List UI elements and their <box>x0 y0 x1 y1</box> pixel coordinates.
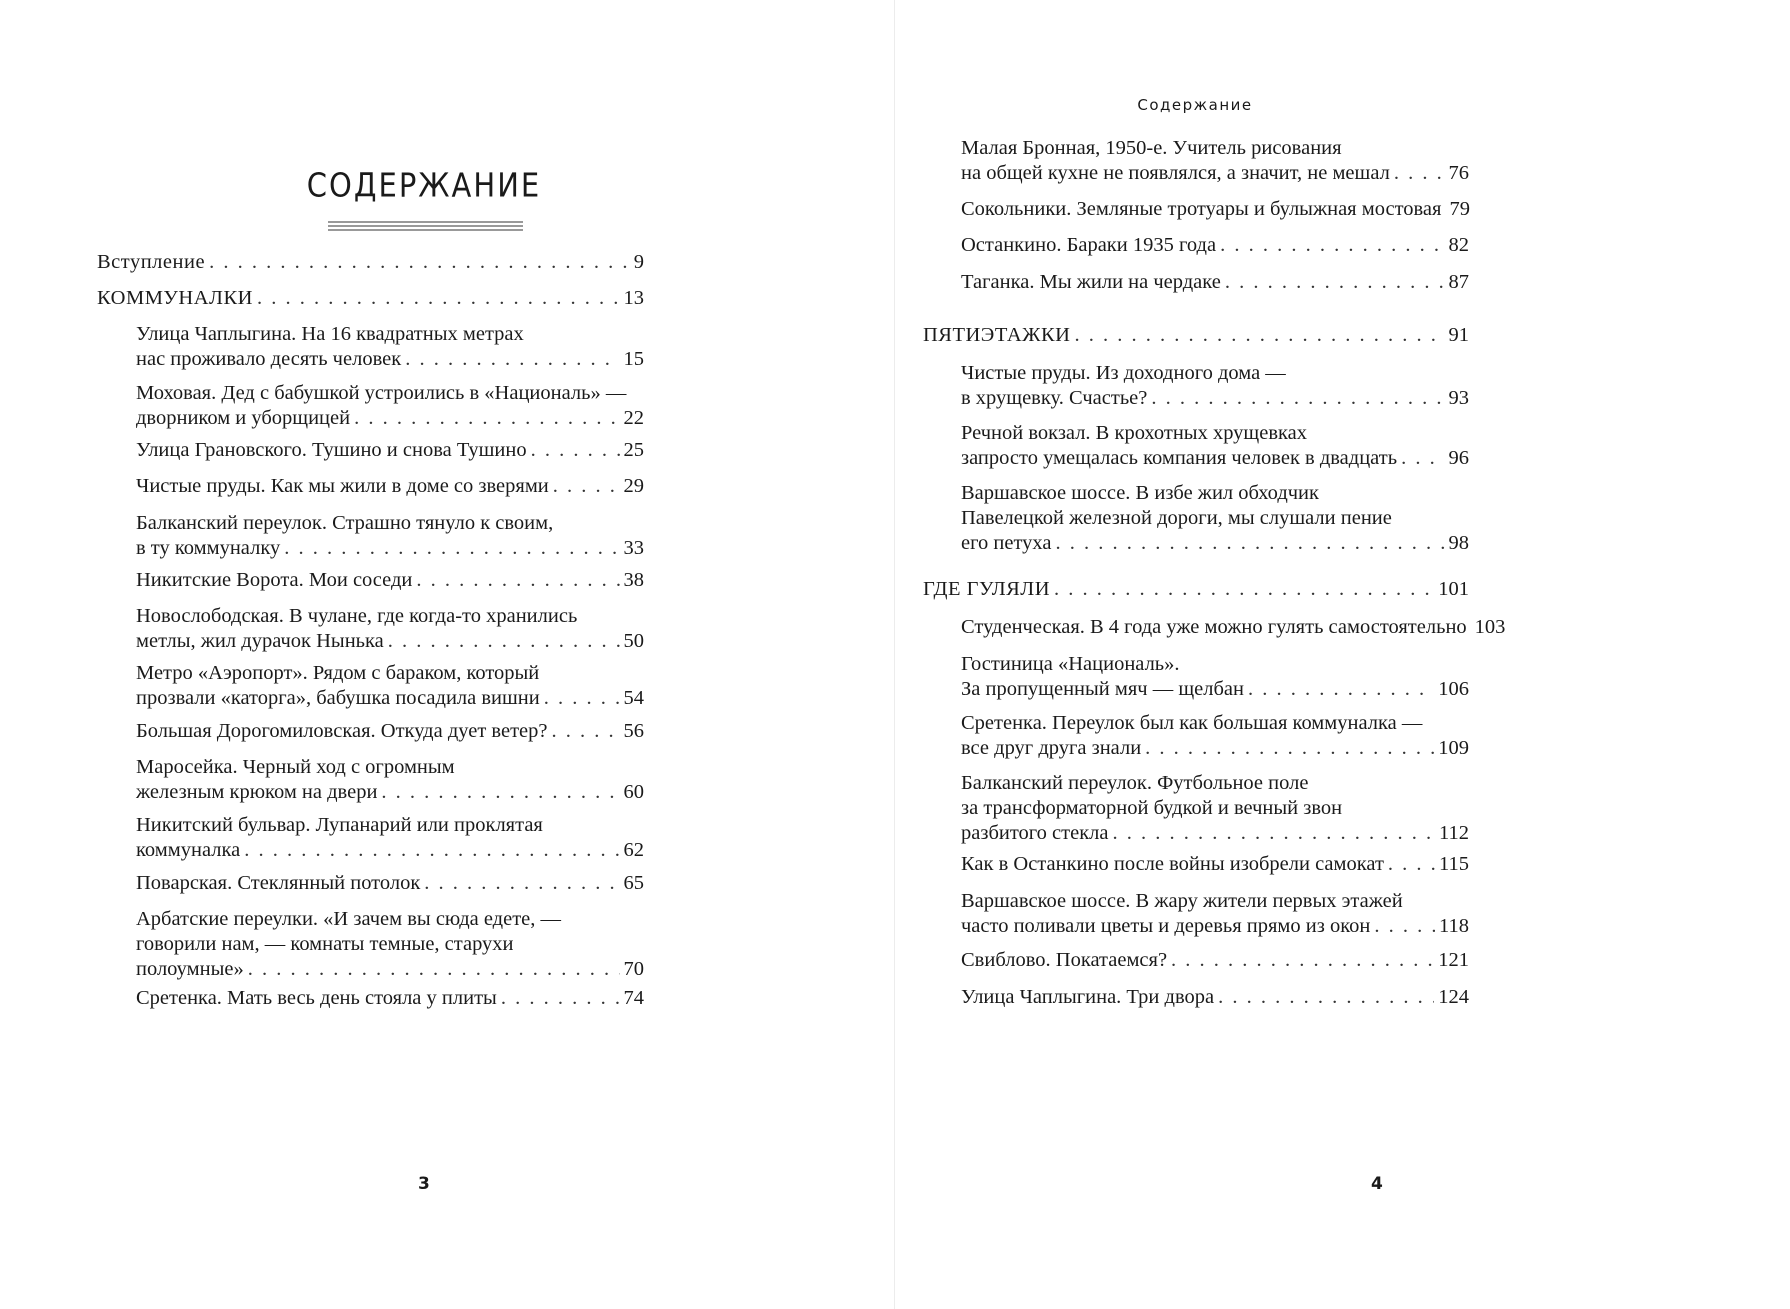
toc-entry-line: Новослободская. В чулане, где когда-то хранились <box>136 605 578 627</box>
toc-entry-line: Балканский переулок. Футбольное поле <box>961 772 1309 794</box>
toc-entry <box>97 250 644 275</box>
toc-entry-lastline <box>136 438 644 463</box>
dot-leader <box>416 568 619 593</box>
toc-entry-line: Речной вокзал. В крохотных хрущевках <box>961 422 1307 444</box>
toc-entry-line: Варшавское шоссе. В избе жил обходчик <box>961 482 1319 504</box>
toc-entry <box>961 421 1469 471</box>
toc-entry-lastline <box>961 161 1469 186</box>
toc-entry-line: Сретенка. Переулок был как большая коммуналка — <box>961 712 1423 734</box>
toc-entry-text: все друг друга знали <box>961 737 1142 759</box>
toc-page-number: 9 <box>633 251 644 273</box>
toc-page-number: 106 <box>1438 678 1469 700</box>
toc-entry <box>961 361 1469 411</box>
toc-page-number: 101 <box>1438 578 1469 600</box>
toc-page-number: 96 <box>1448 447 1469 469</box>
dot-leader <box>551 719 619 744</box>
toc-entry-text: часто поливали цветы и деревья прямо из окон <box>961 915 1371 937</box>
toc-entry <box>136 871 644 896</box>
toc-entry <box>136 322 644 372</box>
toc-entry-text: на общей кухне не появлялся, а значит, не мешал <box>961 162 1390 184</box>
toc-entry-lastline <box>136 986 644 1011</box>
toc-page-number: 25 <box>623 439 644 461</box>
toc-page-number: 74 <box>623 987 644 1009</box>
toc-page-number: 76 <box>1448 162 1469 184</box>
toc-entry <box>136 568 644 593</box>
toc-entry-lastline <box>923 577 1469 602</box>
toc-page-number: 33 <box>623 537 644 559</box>
toc-entry-lastline <box>136 719 644 744</box>
toc-page-number: 50 <box>623 630 644 652</box>
toc-entry-text: в ту коммуналку <box>136 537 281 559</box>
toc-entry <box>136 755 644 805</box>
toc-entry-lastline <box>136 568 644 593</box>
toc-entry <box>136 438 644 463</box>
toc-entry-lastline <box>961 531 1469 556</box>
toc-entry <box>136 474 644 499</box>
toc-entry <box>961 652 1469 702</box>
toc-section-title: ГДЕ ГУЛЯЛИ <box>923 578 1051 600</box>
toc-page-number: 93 <box>1448 387 1469 409</box>
page-number-left: 3 <box>418 1174 430 1194</box>
toc-entry <box>97 286 644 311</box>
toc-entry-lastline <box>961 270 1469 295</box>
toc-entry-text: Улица Чаплыгина. Три двора <box>961 986 1215 1008</box>
dot-leader <box>424 871 619 896</box>
toc-entry-lastline <box>136 347 644 372</box>
dot-leader <box>1220 233 1444 258</box>
dot-leader <box>531 438 620 463</box>
toc-entry-lastline <box>961 914 1469 939</box>
dot-leader <box>1113 821 1435 846</box>
toc-entry-lastline <box>961 386 1469 411</box>
toc-entry-lastline <box>136 838 644 863</box>
toc-page-number: 54 <box>623 687 644 709</box>
toc-entry-text: железным крюком на двери <box>136 781 378 803</box>
toc-entry-line: Метро «Аэропорт». Рядом с бараком, который <box>136 662 540 684</box>
toc-entry-lastline <box>136 474 644 499</box>
toc-page-number: 70 <box>623 958 644 980</box>
dot-leader <box>1374 914 1435 939</box>
toc-entry-line: Балканский переулок. Страшно тянуло к своим, <box>136 512 554 534</box>
toc-entry-text: Сретенка. Мать весь день стояла у плиты <box>136 987 497 1009</box>
toc-page-number: 103 <box>1474 616 1506 638</box>
toc-entry-line: Арбатские переулки. «И зачем вы сюда едете, — <box>136 908 562 930</box>
toc-entry-lastline <box>136 686 644 711</box>
toc-entry <box>923 577 1469 602</box>
toc-entry-lastline <box>961 821 1469 846</box>
toc-page-number: 56 <box>623 720 644 742</box>
toc-entry-text: Улица Грановского. Тушино и снова Тушино <box>136 439 527 461</box>
dot-leader <box>1055 531 1444 556</box>
toc-page-number: 29 <box>623 475 644 497</box>
dot-leader <box>1248 677 1434 702</box>
toc-section-title: КОММУНАЛКИ <box>97 287 253 309</box>
toc-page-number: 98 <box>1448 532 1469 554</box>
right-page <box>895 0 1790 1309</box>
toc-entry <box>136 511 644 561</box>
title-rule-ornament <box>328 221 523 233</box>
toc-entry-text: Никитские Ворота. Мои соседи <box>136 569 413 591</box>
toc-entry-text: Как в Останкино после войны изобрели самокат <box>961 853 1384 875</box>
toc-entry-lastline <box>136 780 644 805</box>
toc-entry-text: его петуха <box>961 532 1052 554</box>
toc-entry-text: Сокольники. Земляные тротуары и булыжная мостовая <box>961 198 1442 220</box>
toc-section-title: Вступление <box>97 251 206 273</box>
toc-entry <box>136 661 644 711</box>
toc-page-number: 115 <box>1439 853 1469 875</box>
toc-entry-text: прозвали «каторга», бабушка посадила вишни <box>136 687 540 709</box>
toc-entry-lastline <box>961 677 1469 702</box>
toc-entry <box>961 889 1469 939</box>
toc-entry <box>961 233 1469 258</box>
toc-page-number: 79 <box>1449 198 1470 220</box>
dot-leader <box>1225 270 1445 295</box>
toc-entry-lastline <box>136 871 644 896</box>
toc-entry-text: Студенческая. В 4 года уже можно гулять самостоятельно <box>961 616 1467 638</box>
toc-entry-lastline <box>97 250 644 275</box>
toc-entry <box>136 604 644 654</box>
page-number-right: 4 <box>1371 1174 1383 1194</box>
dot-leader <box>284 536 619 561</box>
toc-page-number: 124 <box>1438 986 1469 1008</box>
toc-entry <box>136 381 644 431</box>
toc-entry-lastline <box>136 536 644 561</box>
toc-entry <box>961 197 1469 222</box>
toc-entry-lastline <box>961 948 1469 973</box>
toc-entry-line: за трансформаторной будкой и вечный звон <box>961 797 1343 819</box>
toc-page-number: 82 <box>1448 234 1469 256</box>
toc-entry-line: Улица Чаплыгина. На 16 квадратных метрах <box>136 323 524 345</box>
toc-section-title: ПЯТИЭТАЖКИ <box>923 324 1071 346</box>
toc-entry-lastline <box>923 323 1469 348</box>
toc-entry <box>136 907 644 982</box>
dot-leader <box>1388 852 1435 877</box>
toc-entry-line: Чистые пруды. Из доходного дома — <box>961 362 1286 384</box>
toc-entry <box>961 985 1469 1010</box>
dot-leader <box>1218 985 1434 1010</box>
toc-entry <box>136 986 644 1011</box>
toc-page-number: 109 <box>1438 737 1469 759</box>
dot-leader <box>405 347 619 372</box>
toc-page-number: 13 <box>623 287 644 309</box>
toc-entry-text: За пропущенный мяч — щелбан <box>961 678 1244 700</box>
toc-page-number: 65 <box>623 872 644 894</box>
toc-entry-text: Таганка. Мы жили на чердаке <box>961 271 1221 293</box>
toc-entry-text: дворником и уборщицей <box>136 407 351 429</box>
toc-entry-text: коммуналка <box>136 839 241 861</box>
toc-entry <box>961 270 1469 295</box>
toc-entry-line: Моховая. Дед с бабушкой устроились в «Националь» — <box>136 382 627 404</box>
toc-entry-text: Свиблово. Покатаемся? <box>961 949 1168 971</box>
toc-page-number: 121 <box>1438 949 1469 971</box>
dot-leader <box>1151 386 1444 411</box>
toc-entry-text: Чистые пруды. Как мы жили в доме со зверями <box>136 475 549 497</box>
toc-entry <box>961 852 1469 877</box>
toc-page-number: 118 <box>1439 915 1469 937</box>
toc-entry-lastline <box>136 406 644 431</box>
toc-entry <box>961 481 1469 556</box>
dot-leader <box>1394 161 1445 186</box>
toc-entry <box>961 615 1506 640</box>
toc-entry <box>923 323 1469 348</box>
dot-leader <box>257 286 620 311</box>
toc-entry-text: Останкино. Бараки 1935 года <box>961 234 1217 256</box>
dot-leader <box>381 780 619 805</box>
toc-entry-lastline <box>961 446 1469 471</box>
toc-page-number: 62 <box>623 839 644 861</box>
toc-entry-text: полоумные» <box>136 958 244 980</box>
toc-page-number: 91 <box>1448 324 1469 346</box>
toc-entry <box>961 136 1469 186</box>
toc-entry-text: нас проживало десять человек <box>136 348 402 370</box>
toc-entry-lastline <box>136 629 644 654</box>
dot-leader <box>544 686 620 711</box>
toc-entry-line: Маросейка. Черный ход с огромным <box>136 756 455 778</box>
toc-entry-line: Варшавское шоссе. В жару жители первых этажей <box>961 890 1403 912</box>
dot-leader <box>1075 323 1445 348</box>
toc-entry-text: запросто умещалась компания человек в двадцать <box>961 447 1398 469</box>
toc-entry-lastline <box>961 736 1469 761</box>
page-title: СОДЕРЖАНИЕ <box>306 165 542 205</box>
toc-entry <box>961 771 1469 846</box>
toc-entry <box>961 948 1469 973</box>
dot-leader <box>1054 577 1434 602</box>
dot-leader <box>209 250 630 275</box>
toc-entry-line: Малая Бронная, 1950-е. Учитель рисования <box>961 137 1342 159</box>
dot-leader <box>1171 948 1434 973</box>
toc-entry-lastline <box>961 852 1469 877</box>
dot-leader <box>248 957 620 982</box>
toc-entry <box>136 813 644 863</box>
toc-entry-lastline <box>97 286 644 311</box>
toc-entry-text: в хрущевку. Счастье? <box>961 387 1148 409</box>
toc-entry-text: метлы, жил дурачок Нынька <box>136 630 384 652</box>
toc-entry-lastline <box>961 197 1469 222</box>
toc-entry-line: говорили нам, — комнаты темные, старухи <box>136 933 514 955</box>
toc-page-number: 60 <box>623 781 644 803</box>
running-head: Содержание <box>1137 96 1253 114</box>
dot-leader <box>1145 736 1434 761</box>
dot-leader <box>388 629 620 654</box>
toc-entry-line: Никитский бульвар. Лупанарий или проклятая <box>136 814 543 836</box>
toc-entry-lastline <box>961 233 1469 258</box>
toc-entry-lastline <box>961 985 1469 1010</box>
dot-leader <box>354 406 619 431</box>
toc-entry <box>961 711 1469 761</box>
toc-entry-line: Павелецкой железной дороги, мы слушали пение <box>961 507 1392 529</box>
dot-leader <box>553 474 620 499</box>
toc-page-number: 87 <box>1448 271 1469 293</box>
toc-entry-lastline <box>136 957 644 982</box>
toc-page-number: 15 <box>623 348 644 370</box>
toc-page-number: 38 <box>623 569 644 591</box>
toc-entry-lastline <box>961 615 1506 640</box>
toc-entry-text: Большая Дорогомиловская. Откуда дует ветер? <box>136 720 548 742</box>
toc-page-number: 22 <box>623 407 644 429</box>
toc-page-number: 112 <box>1439 822 1469 844</box>
dot-leader <box>244 838 619 863</box>
toc-entry-text: разбитого стекла <box>961 822 1109 844</box>
toc-entry-line: Гостиница «Националь». <box>961 653 1180 675</box>
toc-entry <box>136 719 644 744</box>
dot-leader <box>501 986 620 1011</box>
toc-entry-text: Поварская. Стеклянный потолок <box>136 872 421 894</box>
dot-leader <box>1401 446 1444 471</box>
